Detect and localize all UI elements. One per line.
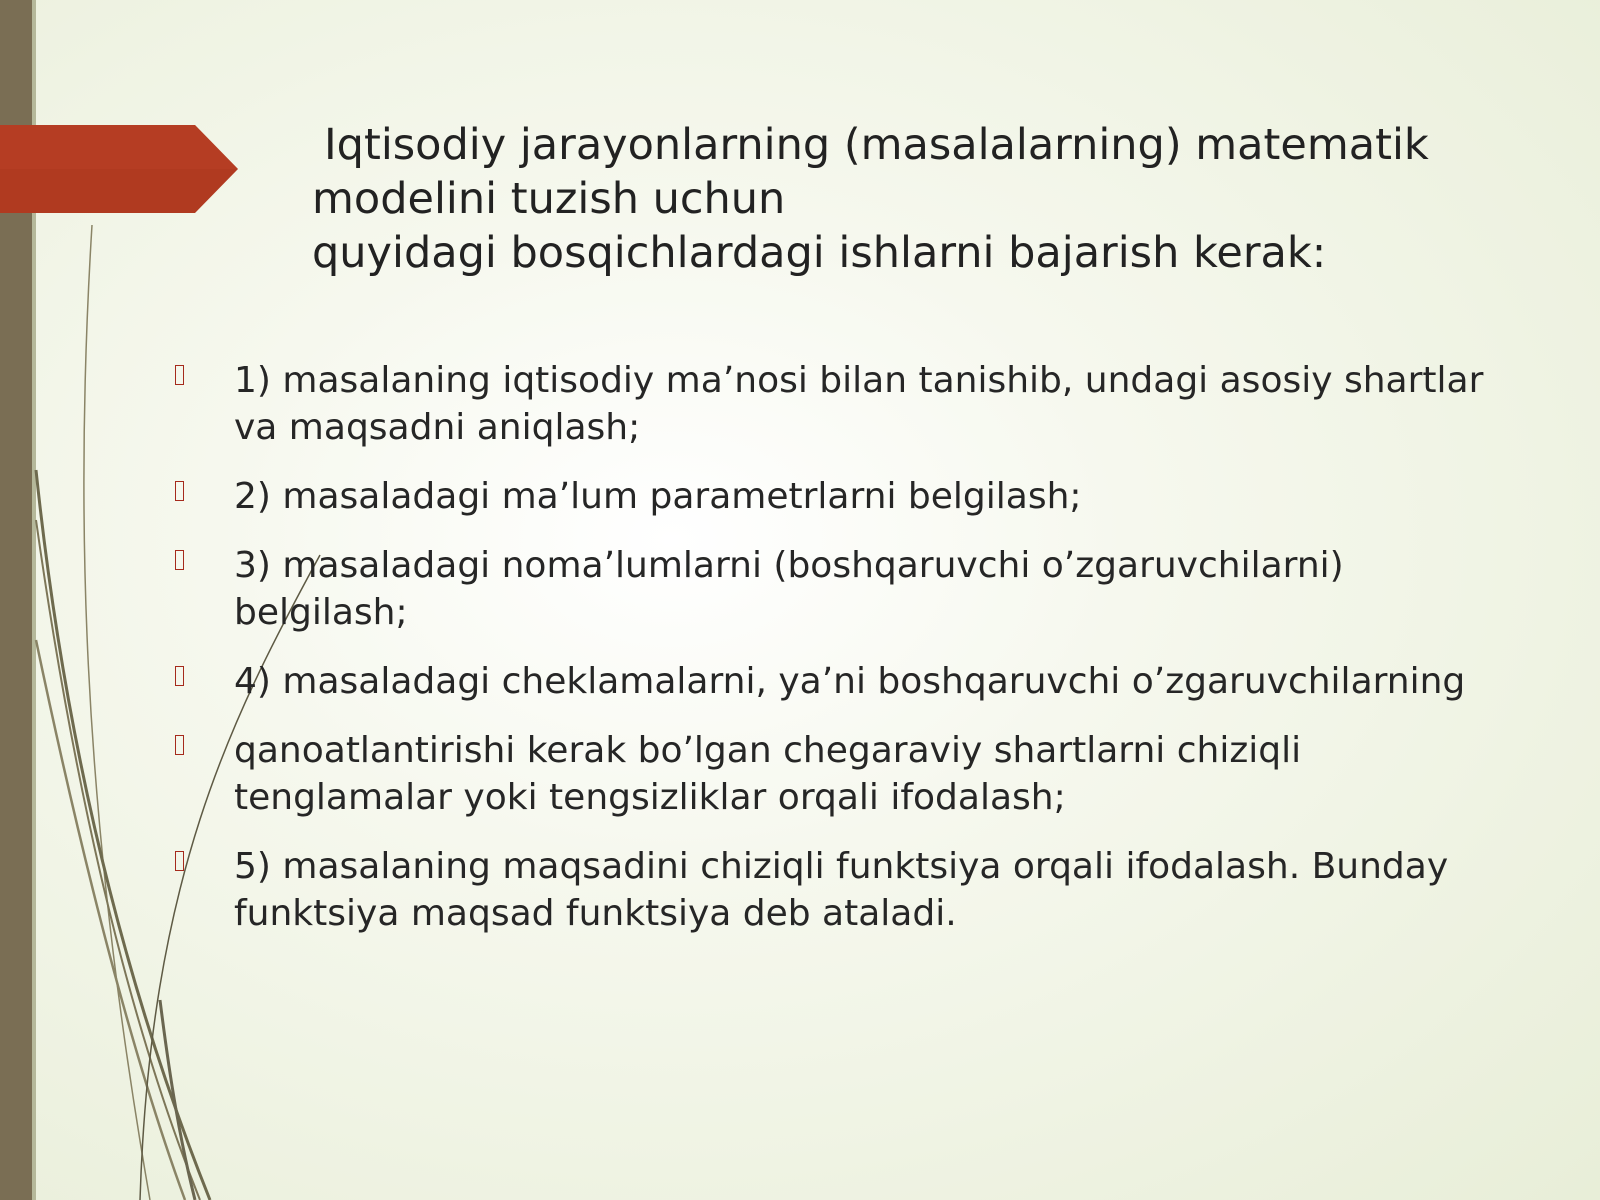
bullet-text: 4) masaladagi cheklamalarni, ya’ni boshqaruvchi o’zgaruvchilarning [234, 661, 1466, 702]
bullet-icon [175, 550, 184, 570]
list-item [168, 658, 1528, 705]
bullet-text: 3) masaladagi noma’lumlarni (boshqaruvchi o’zgaruvchilarni) belgilash; [234, 545, 1344, 633]
bullet-text: 1) masalaning iqtisodiy ma’nosi bilan tanishib, undagi asosiy shartlar va maqsadni aniqlash; [234, 360, 1484, 448]
title-arrow-shape [0, 125, 240, 213]
bullet-text: 5) masalaning maqsadini chiziqli funktsiya orqali ifodalash. Bunday funktsiya maqsad funktsiya deb ataladi. [234, 846, 1449, 934]
title-line: quyidagi bosqichlardagi ishlarni bajarish kerak: [312, 228, 1327, 278]
list-item [168, 357, 1528, 451]
bullet-text: 2) masaladagi ma’lum parametrlarni belgilash; [234, 476, 1082, 517]
list-item [168, 843, 1528, 937]
title-line: modelini tuzish uchun [312, 174, 786, 224]
list-item [168, 727, 1528, 821]
bullet-icon [175, 666, 184, 686]
bullet-icon [175, 481, 184, 501]
bullet-icon [175, 735, 184, 755]
title-line: Iqtisodiy jarayonlarning (masalalarning) matematik [324, 120, 1429, 170]
list-item [168, 542, 1528, 636]
bullet-list [168, 357, 1528, 959]
bullet-text: qanoatlantirishi kerak bo’lgan chegaraviy shartlarni chiziqli tenglamalar yoki tengsizliklar orqali ifodalash; [234, 730, 1302, 818]
bullet-icon [175, 365, 184, 385]
list-item [168, 473, 1528, 520]
slide-title [312, 118, 1512, 280]
bullet-icon [175, 851, 184, 871]
